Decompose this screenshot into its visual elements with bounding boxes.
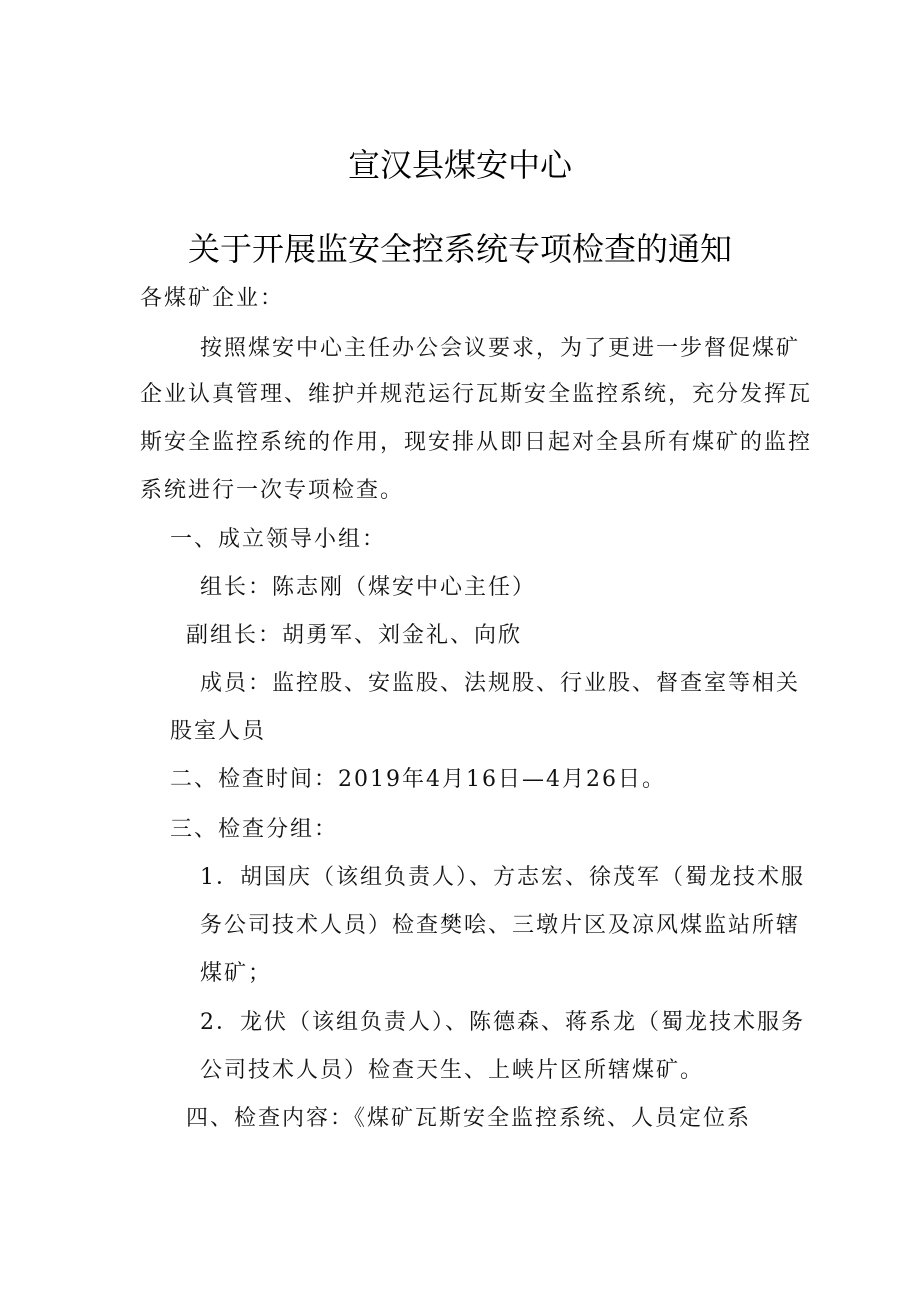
group2-line: 公司技术人员）检查天生、上峡片区所辖煤矿。 (200, 1058, 705, 1083)
group1-line: 煤矿； (200, 961, 273, 986)
group2-line: 2．龙伏（该组负责人）、陈德森、蒋系龙（蜀龙技术服务 (200, 1010, 805, 1035)
document-title-line2: 关于开展监安全控系统专项检查的通知 (187, 230, 732, 268)
section1-members-cont: 股室人员 (170, 719, 267, 744)
section4-content: 四、检查内容：《煤矿瓦斯安全监控系统、人员定位系 (186, 1106, 752, 1131)
section3-heading: 三、检查分组： (170, 817, 339, 842)
intro-line: 企业认真管理、维护并规范运行瓦斯安全监控系统，充分发挥瓦 (140, 382, 813, 407)
intro-line: 系统进行一次专项检查。 (140, 478, 405, 503)
salutation: 各煤矿企业： (140, 286, 285, 311)
group1-line: 务公司技术人员）检查樊哙、三墩片区及凉风煤监站所辖 (200, 913, 801, 938)
section1-deputy: 副组长：胡勇军、刘金礼、向欣 (186, 623, 523, 648)
group1-line: 1．胡国庆（该组负责人）、方志宏、徐茂军（蜀龙技术服 (200, 865, 805, 890)
intro-line: 斯安全监控系统的作用，现安排从即日起对全县所有煤矿的监控 (140, 430, 813, 455)
section1-heading: 一、成立领导小组： (170, 527, 387, 552)
section1-leader: 组长：陈志刚（煤安中心主任） (200, 575, 537, 600)
document-title-line1: 宣汉县煤安中心 (347, 146, 572, 184)
section2-time: 二、检查时间：2019年4月16日—4月26日。 (170, 767, 666, 792)
section1-members: 成员：监控股、安监股、法规股、行业股、督查室等相关 (200, 671, 801, 696)
intro-line: 按照煤安中心主任办公会议要求，为了更进一步督促煤矿 (200, 336, 801, 361)
